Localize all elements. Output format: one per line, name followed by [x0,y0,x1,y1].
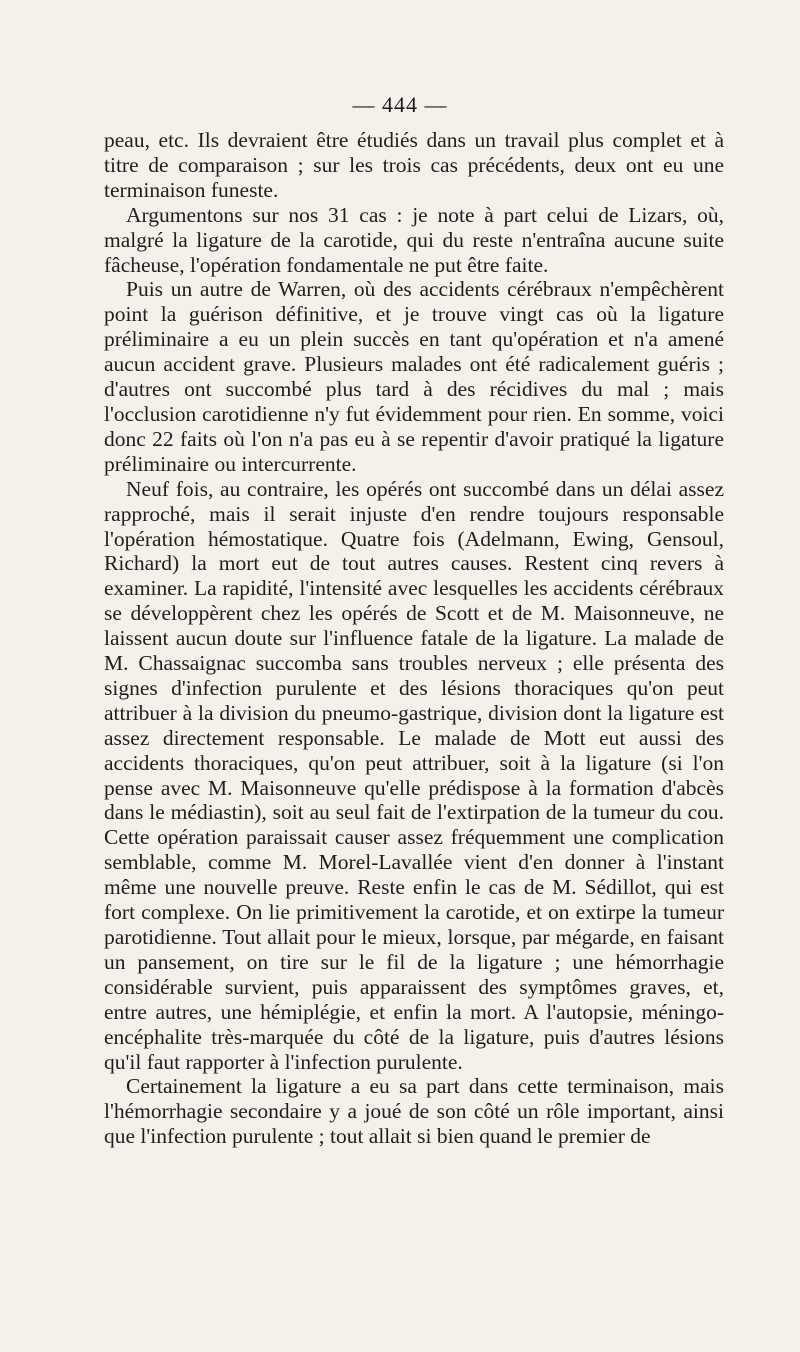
paragraph-3: Puis un autre de Warren, où des accidents cérébraux n'empêchèrent point la guérison définitive, et je trouve vingt cas où la ligature préliminaire a eu un plein succès en tant qu'opération et n'a amené aucun accident grave. Plusieurs malades ont été radicalement guéris ; d'autres ont succombé plus tard à des récidives du mal ; mais l'occlusion carotidienne n'y fut évidemment pour rien. En somme, voici donc 22 faits où l'on n'a pas eu à se repentir d'avoir pratiqué la ligature préliminaire ou intercurrente. [104,277,724,476]
page-number: — 444 — [352,92,448,117]
paragraph-1: peau, etc. Ils devraient être étudiés dans un travail plus complet et à titre de comparaison ; sur les trois cas précédents, deux ont eu une terminaison funeste. [104,128,724,202]
paragraph-5: Certainement la ligature a eu sa part dans cette terminaison, mais l'hémorrhagie secondaire y a joué de son côté un rôle important, ainsi que l'infection purulente ; tout allait si bien quand le premier de [104,1074,724,1149]
paragraph-2: Argumentons sur nos 31 cas : je note à part celui de Lizars, où, malgré la ligature de la carotide, qui du reste n'entraîna aucune suite fâcheuse, l'opération fondamentale ne put être faite. [104,202,724,277]
paragraph-4: Neuf fois, au contraire, les opérés ont succombé dans un délai assez rapproché, mais il serait injuste d'en rendre toujours responsable l'opération hémostatique. Quatre fois (Adelmann, Ewing, Gensoul, Richard) la mort eut de tout autres causes. Restent cinq revers à examiner. La rapidité, l'intensité avec lesquelles les accidents cérébraux se développèrent chez les opérés de Scott et de M. Maisonneuve, ne laissent aucun doute sur l'influence fatale de la ligature. La malade de M. Chassaignac succomba sans troubles nerveux ; elle présenta des signes d'infection purulente et des lésions thoraciques qu'on peut attribuer à la division du pneumo-gastrique, division dont la ligature est assez directement responsable. Le malade de Mott eut aussi des accidents thoraciques, qu'on peut attribuer, soit à la ligature (si l'on pense avec M. Maisonneuve qu'elle prédispose à la formation d'abcès dans le médiastin), soit au seul fait de l'extirpation de la tumeur du cou. Cette opération paraissait causer assez fréquemment une complication semblable, comme M. Morel-Lavallée vient d'en donner à l'instant même une nouvelle preuve. Reste enfin le cas de M. Sédillot, qui est fort complexe. On lie primitivement la carotide, et on extirpe la tumeur parotidienne. Tout allait pour le mieux, lorsque, par mégarde, en faisant un pansement, on tire sur le fil de la ligature ; une hémorrhagie considérable survient, puis apparaissent des symptômes graves, et, entre autres, une hémiplégie, et enfin la mort. A l'autopsie, méningo-encéphalite très-marquée du côté de la ligature, puis d'autres lésions qu'il faut rapporter à l'infection purulente. [104,476,724,1074]
page-body [104,128,724,1149]
